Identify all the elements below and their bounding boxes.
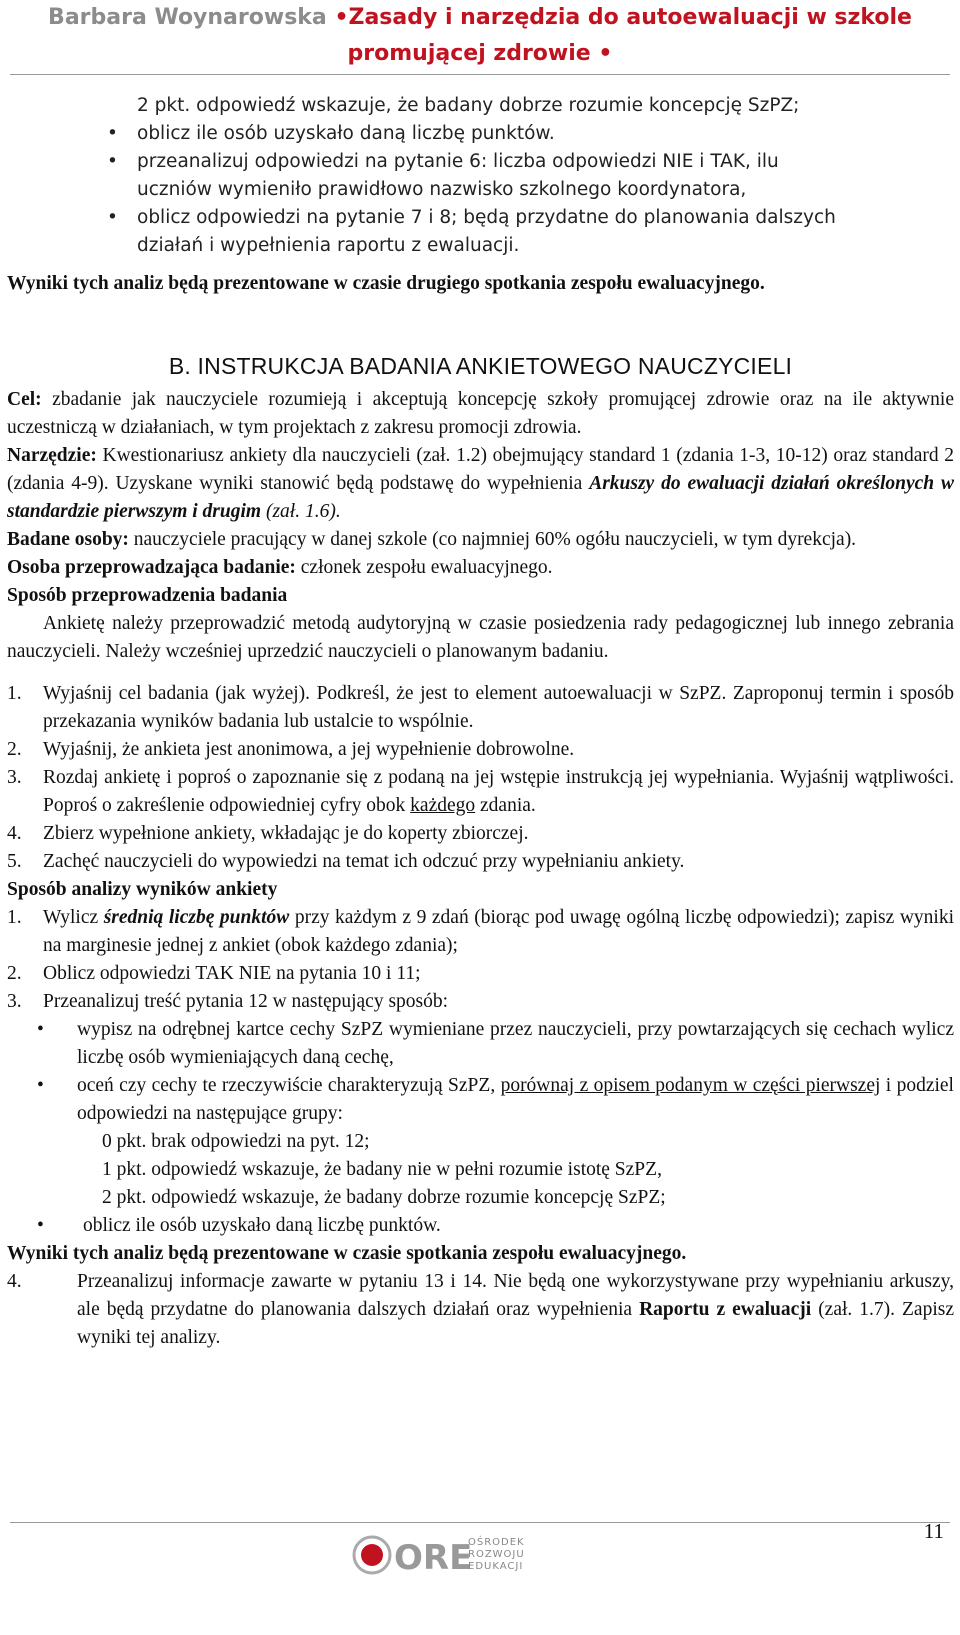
bullet-icon: • xyxy=(37,1215,44,1236)
list-item: 5. Zachęć nauczycieli do wypowiedzi na temat ich odczuć przy wypełnianiu ankiety. xyxy=(7,851,685,872)
goal-paragraph: Cel: zbadanie jak nauczyciele rozumieją i akceptują koncepcję szkoły promującej zdrowie oraz na ile aktywnie uczestniczą w działaniach, w tym projektach z zakresu promocji zdrowia. xyxy=(7,389,954,438)
analysis-heading: Sposób analizy wyników ankiety xyxy=(7,879,278,900)
page-number: 11 xyxy=(923,1519,944,1543)
document-body xyxy=(7,92,954,1352)
logo-text: OŚRODEK ROZWOJU EDUKACJI xyxy=(468,1537,525,1572)
list-item: 2. Oblicz odpowiedzi TAK NIE na pytania 10 i 11; xyxy=(7,963,421,984)
list-item: • oblicz ile osób uzyskało daną liczbę punktów. xyxy=(7,120,954,148)
tool-paragraph: Narzędzie: Kwestionariusz ankiety dla nauczycieli (zał. 1.2) obejmujący standard 1 (zdania 1-3, 10-12) oraz standard 2 (zdania 4-9). Uzyskane wyniki stanowić będą podstawę do wypełnienia Arkuszy do ewaluacji działań określonych w standardzie pierwszym i drugim (zał. 1.6). xyxy=(7,445,954,522)
svg-text:ORE: ORE xyxy=(394,1538,473,1578)
list-item: • oceń czy cechy te rzeczywiście charakteryzują SzPZ, porównaj z opisem podanym w części pierwszej i podziel odpowiedzi na następujące grupy: xyxy=(7,1072,954,1128)
results-note: Wyniki tych analiz będą prezentowane w czasie drugiego spotkania zespołu ewaluacyjnego. xyxy=(7,273,765,294)
ore-logo xyxy=(350,1533,525,1577)
bullet-icon: • xyxy=(37,1019,44,1040)
list-item: • oblicz ile osób uzyskało daną liczbę punktów. xyxy=(7,1212,954,1240)
page-header xyxy=(10,0,950,75)
points-line: 2 pkt. odpowiedź wskazuje, że badany dobrze rozumie koncepcję SzPZ; xyxy=(102,1187,666,1208)
bullet-icon: • xyxy=(37,1075,44,1096)
points-line: 2 pkt. odpowiedź wskazuje, że badany dobrze rozumie koncepcję SzPZ; xyxy=(137,95,800,116)
bullet-icon: • xyxy=(107,207,118,228)
list-item: 2. Wyjaśnij, że ankieta jest anonimowa, a jej wypełnienie dobrowolne. xyxy=(7,739,575,760)
bullet-icon: • xyxy=(334,5,349,30)
bullet-icon: • xyxy=(107,151,118,172)
page-footer xyxy=(10,1519,950,1578)
bullet-icon: • xyxy=(107,123,118,144)
list-item: 1. Wylicz średnią liczbę punktów przy każdym z 9 zdań (biorąc pod uwagę ogólną liczbę odpowiedzi); zapisz wyniki na marginesie jednej z ankiet (obok każdego zdania); xyxy=(7,907,954,956)
ore-logo-icon xyxy=(350,1533,473,1578)
list-item: 1. Wyjaśnij cel badania (jak wyżej). Podkreśl, że jest to element autoewaluacji w SzPZ. Zaproponuj termin i sposób przekazania wyników badania lub ustalcie to wspólnie. xyxy=(7,683,954,732)
results-note: Wyniki tych analiz będą prezentowane w czasie spotkania zespołu ewaluacyjnego. xyxy=(7,1243,687,1264)
bullet-icon: • xyxy=(598,41,613,66)
list-item: • wypisz na odrębnej kartce cechy SzPZ wymieniane przez nauczycieli, przy powtarzających się cechach wylicz liczbę osób wymieniających daną cechę, xyxy=(7,1016,954,1072)
points-line: 1 pkt. odpowiedź wskazuje, że badany nie w pełni rozumie istotę SzPZ, xyxy=(102,1159,662,1180)
list-item: 3. Rozdaj ankietę i poproś o zapoznanie się z podaną na jej wstępie instrukcją jej wypełniania. Wyjaśnij wątpliwości. Poproś o zakreślenie odpowiedniej cyfry obok każdego zdania. xyxy=(7,767,954,816)
header-author: Barbara Woynarowska xyxy=(48,5,327,30)
person-paragraph: Osoba przeprowadzająca badanie: członek zespołu ewaluacyjnego. xyxy=(7,557,553,578)
steps-list xyxy=(7,680,954,876)
subjects-paragraph: Badane osoby: nauczyciele pracujący w danej szkole (co najmniej 60% ogółu nauczycieli, w tym dyrekcja). xyxy=(7,529,857,550)
list-item: 4. Przeanalizuj informacje zawarte w pytaniu 13 i 14. Nie będą one wykorzystywane przy wypełnianiu arkuszy, ale będą przydatne do planowania dalszych działań oraz wypełnienia Raportu z ewaluacji (zał. 1.7). Zapisz wyniki tej analizy. xyxy=(7,1271,954,1348)
method-paragraph: Ankietę należy przeprowadzić metodą audytoryjną w czasie posiedzenia rady pedagogicznej lub innego zebrania nauczycieli. Należy wcześniej uprzedzić nauczycieli o planowanym badaniu. xyxy=(7,613,954,662)
method-heading: Sposób przeprowadzenia badania xyxy=(7,585,288,606)
points-line: 0 pkt. brak odpowiedzi na pyt. 12; xyxy=(102,1131,370,1152)
list-item: 3. Przeanalizuj treść pytania 12 w następujący sposób: xyxy=(7,991,449,1012)
list-item: • przeanalizuj odpowiedzi na pytanie 6: liczba odpowiedzi NIE i TAK, ilu uczniów wymieniło prawidłowo nazwisko szkolnego koordynatora, xyxy=(7,148,954,204)
section-heading: B. INSTRUKCJA BADANIA ANKIETOWEGO NAUCZYCIELI xyxy=(168,353,793,379)
list-item: • oblicz odpowiedzi na pytanie 7 i 8; będą przydatne do planowania dalszych działań i wypełnienia raportu z ewaluacji. xyxy=(7,204,954,260)
header-title-1: Zasady i narzędzia do autoewaluacji w szkole xyxy=(348,5,912,30)
list-item: 4. Zbierz wypełnione ankiety, wkładając je do koperty zbiorczej. xyxy=(7,823,529,844)
header-title-2: promującej zdrowie xyxy=(347,41,591,66)
